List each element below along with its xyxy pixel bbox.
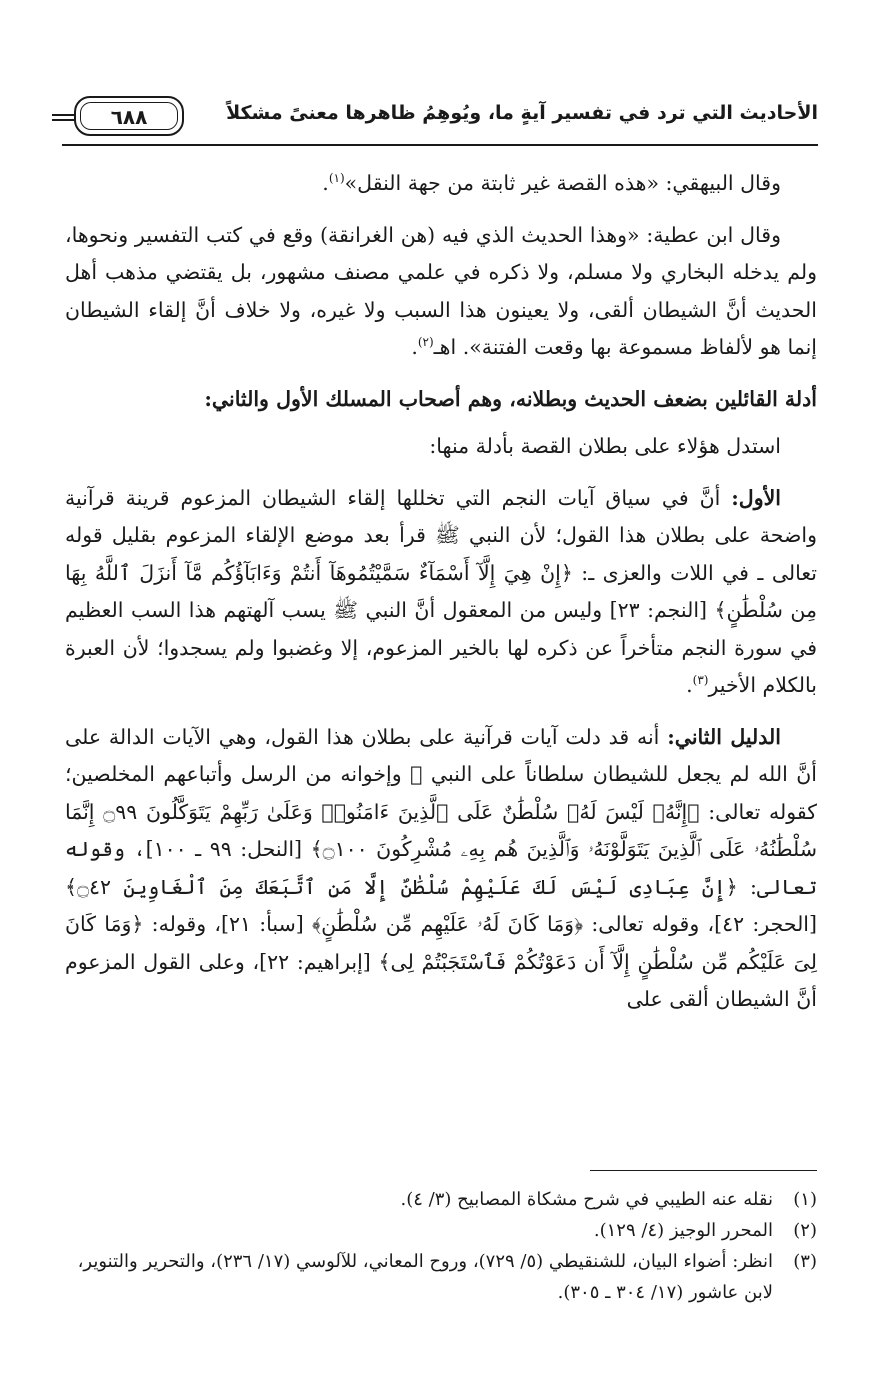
footnote: [65, 1246, 817, 1308]
first-evidence-label: الأول:: [731, 485, 781, 510]
page-number: ٦٨٨: [110, 105, 148, 129]
footnote-number: (١): [793, 1189, 817, 1210]
running-title: الأحاديث التي ترد في تفسير آيةٍ ما، ويُوهِمُ ظاهرها معنىً مشكلاً: [226, 102, 818, 124]
footnote: [65, 1184, 817, 1215]
footnote-number: (٣): [793, 1251, 817, 1272]
footnote: [65, 1215, 817, 1246]
footnote-ref: (٢): [417, 335, 434, 350]
header-rule: [62, 144, 818, 146]
page-number-frame: [74, 96, 184, 136]
header-rule-stub: [52, 119, 74, 121]
footnote-text: المحرر الوجيز (٤/ ١٢٩).: [593, 1220, 773, 1241]
footnote-separator: [590, 1170, 817, 1171]
footnote-ref: (٣): [692, 673, 709, 688]
paragraph-ibn-atiyya: وقال ابن عطية: «وهذا الحديث الذي فيه (هن الغرانقة) وقع في كتب التفسير ونحوها، ولم يدخله البخاري ولا مسلم، ولا ذكره في علمي مصنف مشهور، بل يقتضي مذهب أهل الحديث أنَّ الشيطان ألقى، ولا يعينون هذا السبب ولا غيره، ولا خلاف أنَّ إلقاء الشيطان إنما هو لألفاظ مسموعة بها وقعت الفتنة». اهـ$^{(٢)}$.: [65, 222, 817, 359]
footnote-text: نقله عنه الطيبي في شرح مشكاة المصابيح (٣/ ٤).: [400, 1189, 773, 1210]
paragraph-bayhaqi: وقال البيهقي: «هذه القصة غير ثابتة من جهة النقل»$^{(١)}$.: [322, 171, 781, 195]
paragraph-first-evidence: الأول: أنَّ في سياق آيات النجم التي تخللها إلقاء الشيطان المزعوم قرينة قرآنية واضحة على بطلان هذا القول؛ لأن النبي ﷺ قرأ بعد موضع الإلقاء المزعوم بقليل قوله تعالى ـ في اللات والعزى ـ: ﴿إِنْ هِيَ إِلَّآ أَسْمَآءٌ سَمَّيْتُمُوهَآ أَنتُمْ وَءَابَآؤُكُم مَّآ أَنزَلَ ٱللَّهُ بِهَا مِن سُلْطَٰنٍ﴾ [النجم: ٢٣] وليس من المعقول أنَّ النبي ﷺ يسب آلهتهم هذا السب العظيم في سورة النجم متأخراً عن ذكره لها بالخير المزعوم، إلا وغضبوا ولم يسجدوا؛ لأن العبرة بالكلام الأخير$^{(٣)}$.: [65, 485, 817, 697]
second-evidence-label: الدليل الثاني:: [667, 724, 781, 749]
section-heading: أدلة القائلين بضعف الحديث وبطلانه، وهم أصحاب المسلك الأول والثاني:: [204, 386, 817, 411]
header-rule-stub: [52, 114, 74, 116]
footnotes: [65, 1184, 817, 1308]
main-text: [65, 165, 817, 1033]
footnote-number: (٢): [793, 1220, 817, 1241]
footnote-ref: (١): [328, 171, 345, 186]
running-header: [62, 92, 818, 152]
footnote-text: انظر: أضواء البيان، للشنقيطي (٥/ ٧٢٩)، وروح المعاني، للآلوسي (١٧/ ٢٣٦)، والتحرير والتنوير، لابن عاشور (١٧/ ٣٠٤ ـ ٣٠٥).: [77, 1251, 773, 1303]
paragraph-second-evidence: الدليل الثاني: أنه قد دلت آيات قرآنية على بطلان هذا القول، وهي الآيات الدالة على أنَّ الله لم يجعل للشيطان سلطاناً على النبي ﷺ وإخوانه من الرسل وأتباعهم المخلصين؛ كقوله تعالى: ﴿إِنَّهُۥ لَيْسَ لَهُۥ سُلْطَٰنٌ عَلَى ٱلَّذِينَ ءَامَنُوا۟ وَعَلَىٰ رَبِّهِمْ يَتَوَكَّلُونَ ۝٩٩ إِنَّمَا سُلْطَٰنُهُۥ عَلَى ٱلَّذِينَ يَتَوَلَّوْنَهُۥ وَٱلَّذِينَ هُم بِهِۦ مُشْرِكُونَ ۝١٠٠﴾ [النحل: ٩٩ ـ ١٠٠]، وقوله تعالى: ﴿إِنَّ عِبَادِى لَيْسَ لَكَ عَلَيْهِمْ سُلْطَٰنٌ إِلَّا مَنِ ٱتَّبَعَكَ مِنَ ٱلْغَاوِينَ ۝٤٢﴾ [الحجر: ٤٢]، وقوله تعالى: ﴿وَمَا كَانَ لَهُۥ عَلَيْهِم مِّن سُلْطَٰنٍ﴾ [سبأ: ٢١]، وقوله: ﴿وَمَا كَانَ لِىَ عَلَيْكُم مِّن سُلْطَٰنٍ إِلَّآ أَن دَعَوْتُكُمْ فَٱسْتَجَبْتُمْ لِى﴾ [إبراهيم: ٢٢]، وعلى القول المزعوم أنَّ الشيطان ألقى على: [65, 724, 818, 1011]
paragraph-intro: استدل هؤلاء على بطلان القصة بأدلة منها:: [429, 434, 781, 458]
